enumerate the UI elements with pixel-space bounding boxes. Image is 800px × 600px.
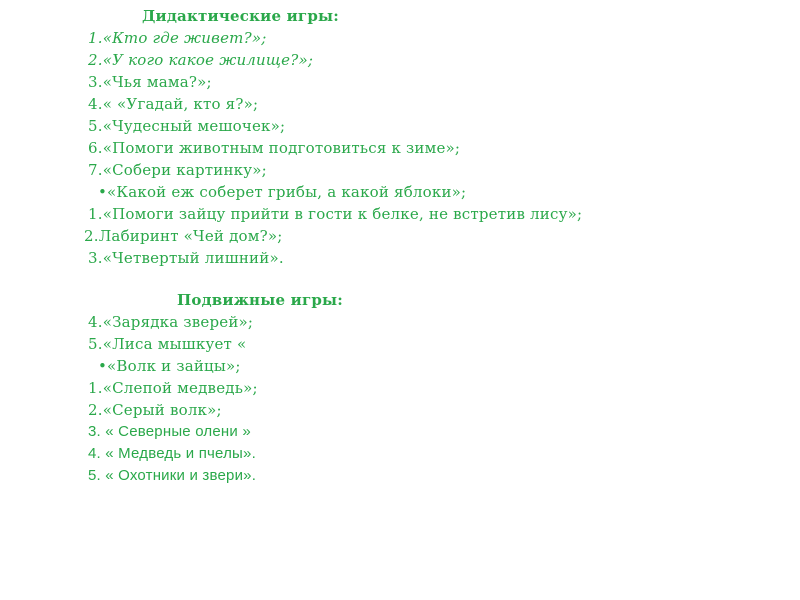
mobile-item-3: 1.«Слепой медведь»; (88, 379, 258, 397)
didactic-item-bullet: •«Какой еж соберет грибы, а какой яблоки»; (98, 183, 467, 201)
mobile-item-2: 5.«Лиса мышкует « (88, 335, 247, 353)
didactic-item-2: 2.«У кого какое жилище?»; (88, 51, 314, 69)
didactic-item-8: 1.«Помоги зайцу прийти в гости к белке, не встретив лису»; (88, 205, 583, 223)
mobile-item-bullet: •«Волк и зайцы»; (98, 357, 241, 375)
didactic-item-5: 5.«Чудесный мешочек»; (88, 117, 286, 135)
didactic-item-4: 4.« «Угадай, кто я?»; (88, 95, 259, 113)
mobile-item-7: 5. « Охотники и звери». (88, 467, 257, 484)
didactic-games-heading: Дидактические игры: (142, 7, 339, 25)
didactic-item-10: 3.«Четвертый лишний». (88, 249, 284, 267)
didactic-item-7: 7.«Собери картинку»; (88, 161, 267, 179)
mobile-item-4: 2.«Серый волк»; (88, 401, 222, 419)
mobile-item-6: 4. « Медведь и пчелы». (88, 445, 256, 462)
mobile-games-heading: Подвижные игры: (177, 291, 344, 309)
mobile-item-5: 3. « Северные олени » (88, 423, 251, 440)
didactic-item-3: 3.«Чья мама?»; (88, 73, 212, 91)
mobile-item-1: 4.«Зарядка зверей»; (88, 313, 254, 331)
didactic-item-9: 2.Лабиринт «Чей дом?»; (84, 227, 283, 245)
didactic-item-6: 6.«Помоги животным подготовиться к зиме»; (88, 139, 461, 157)
didactic-item-1: 1.«Кто где живет?»; (88, 29, 267, 47)
